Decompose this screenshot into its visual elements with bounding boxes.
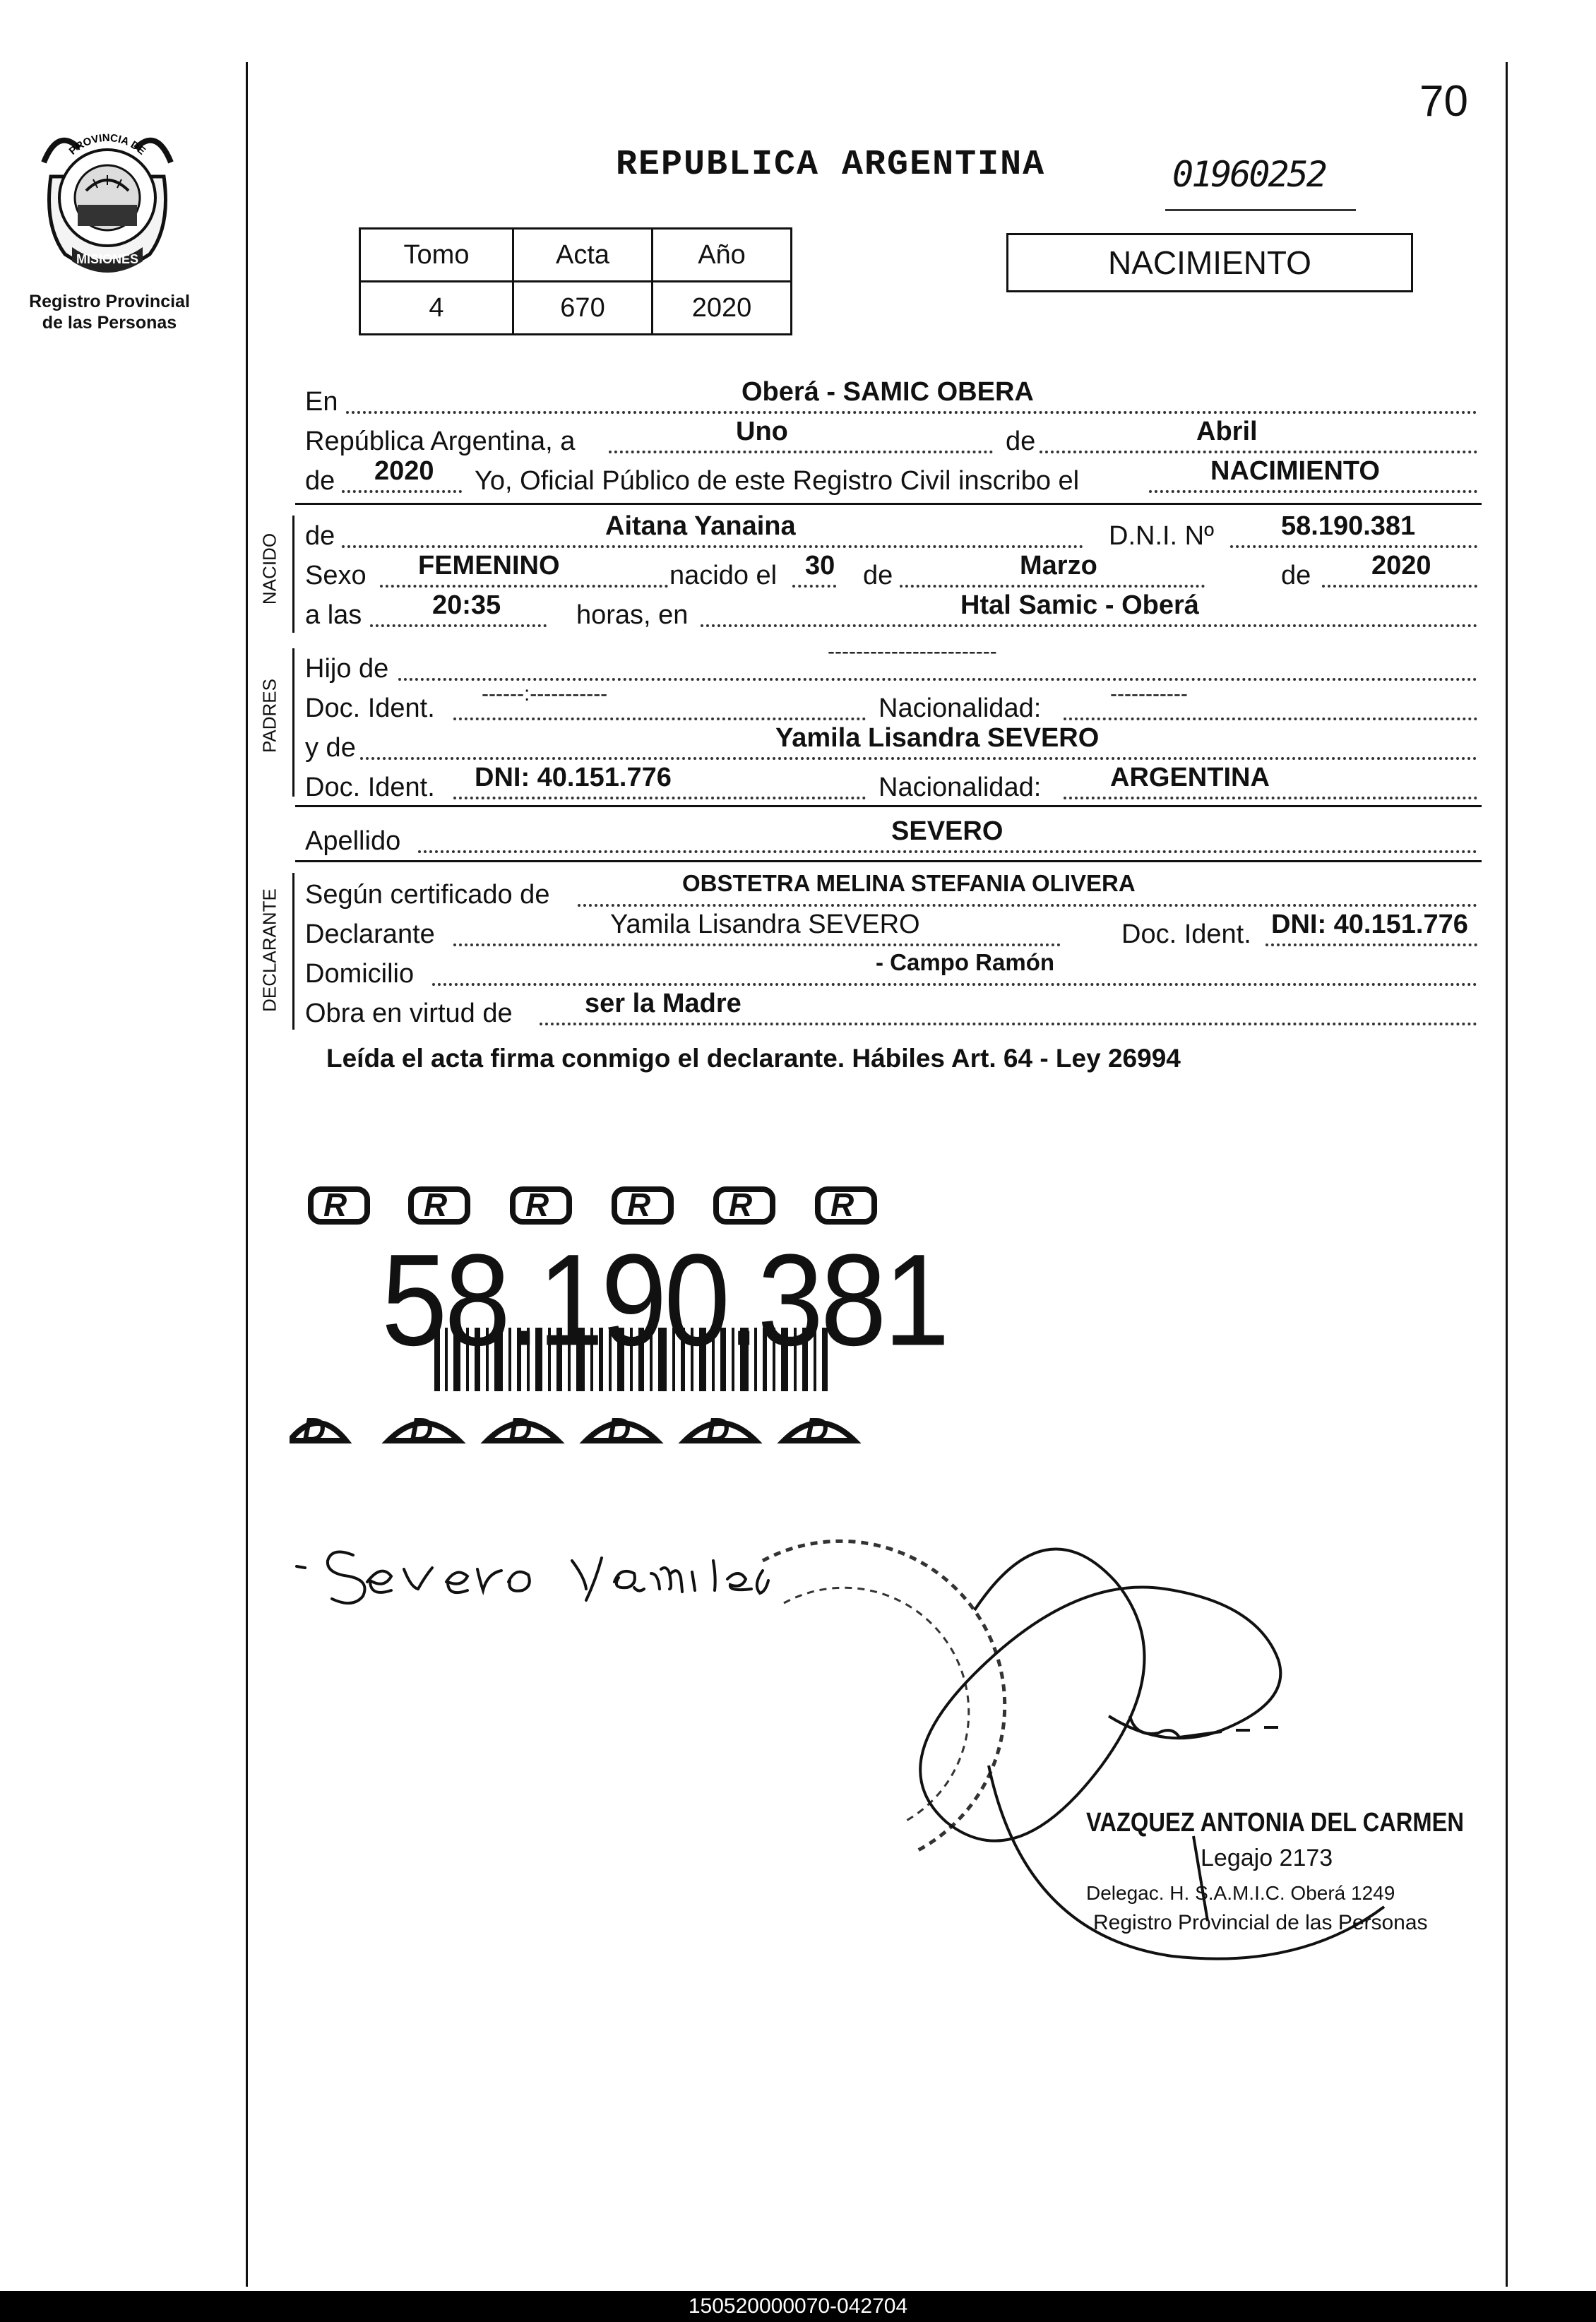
birth-time-value: 20:35 bbox=[432, 590, 501, 620]
en-label: En bbox=[305, 387, 338, 417]
alas-label: a las bbox=[305, 600, 362, 630]
seal-caption-line2: de las Personas bbox=[42, 313, 177, 333]
official-stamp bbox=[763, 1541, 1005, 1850]
d-glyph: D bbox=[302, 1411, 326, 1448]
obra-value: ser la Madre bbox=[585, 989, 742, 1018]
y-de-label: y de bbox=[305, 733, 356, 763]
birth-month-value: Marzo bbox=[1020, 551, 1097, 580]
handwritten-name bbox=[297, 1552, 768, 1604]
birth-day-value: 30 bbox=[805, 551, 835, 580]
sexo-label: Sexo bbox=[305, 561, 367, 590]
nacido-el-label: nacido el bbox=[669, 561, 778, 590]
nacionalidad-label-2: Nacionalidad: bbox=[879, 773, 1042, 802]
obra-label: Obra en virtud de bbox=[305, 999, 513, 1028]
d-glyph: D bbox=[706, 1411, 730, 1448]
tomo-value: 4 bbox=[360, 282, 513, 335]
official-text: Yo, Oficial Público de este Registro Civil inscribo el bbox=[475, 466, 1080, 496]
acta-value: 670 bbox=[513, 282, 653, 335]
hijo-label: Hijo de bbox=[305, 654, 389, 684]
anio-header: Año bbox=[653, 229, 792, 282]
horas-label: horas, en bbox=[576, 600, 689, 630]
dni-label: D.N.I. Nº bbox=[1109, 521, 1214, 551]
d-glyph: D bbox=[607, 1411, 631, 1448]
serial-number: 01960252 bbox=[1172, 154, 1326, 195]
doc-label-2: Doc. Ident. bbox=[305, 773, 435, 802]
apellido-value: SEVERO bbox=[891, 816, 1004, 846]
officer-name: VAZQUEZ ANTONIA DEL CARMEN bbox=[1086, 1808, 1465, 1838]
d-glyph: D bbox=[410, 1411, 434, 1448]
scan-id-bar: 150520000070-042704 bbox=[0, 2291, 1596, 2322]
child-dni-value: 58.190.381 bbox=[1281, 511, 1416, 541]
sexo-value: FEMENINO bbox=[418, 551, 560, 580]
svg-text:PROVINCIA DE: PROVINCIA DE bbox=[66, 131, 148, 157]
father-nat-value: ----------- bbox=[1110, 682, 1188, 705]
act-type-value: NACIMIENTO bbox=[1210, 456, 1380, 486]
nacido-de-label: de bbox=[305, 521, 335, 551]
father-value: ------------------------ bbox=[828, 640, 997, 663]
de2-label: de bbox=[305, 466, 335, 496]
declarante-label: Declarante bbox=[305, 919, 435, 949]
padres-section-label: PADRES bbox=[258, 679, 280, 753]
tomo-header: Tomo bbox=[360, 229, 513, 282]
de-label-2: de bbox=[863, 561, 893, 590]
declarante-section-label: DECLARANTE bbox=[258, 888, 280, 1012]
document-title: REPUBLICA ARGENTINA bbox=[616, 145, 1046, 185]
declarante-doc-value: DNI: 40.151.776 bbox=[1271, 910, 1468, 939]
birth-place-value: Htal Samic - Oberá bbox=[960, 590, 1199, 620]
cert-value: OBSTETRA MELINA STEFANIA OLIVERA bbox=[682, 870, 1136, 896]
republica-label: República Argentina, a bbox=[305, 427, 576, 456]
officer-delegation: Delegac. H. S.A.M.I.C. Oberá 1249 bbox=[1086, 1882, 1395, 1904]
nacido-section-label: NACIDO bbox=[258, 532, 280, 605]
father-doc-value: ------:----------- bbox=[482, 682, 608, 705]
mother-doc-value: DNI: 40.151.776 bbox=[475, 763, 672, 792]
r-glyph: R bbox=[729, 1186, 753, 1223]
day-value: Uno bbox=[736, 417, 788, 446]
barcode-number: 58.190.381 bbox=[381, 1227, 947, 1373]
officer-legajo: Legajo 2173 bbox=[1201, 1845, 1333, 1871]
footer-legal-text: Leída el acta firma conmigo el declarante. Hábiles Art. 64 - Ley 26994 bbox=[326, 1044, 1181, 1073]
r-glyph: R bbox=[525, 1186, 549, 1223]
acta-header: Acta bbox=[513, 229, 653, 282]
month-value: Abril bbox=[1196, 417, 1258, 446]
de-label: de bbox=[1006, 427, 1036, 456]
apellido-label: Apellido bbox=[305, 826, 401, 856]
d-glyph: D bbox=[508, 1411, 532, 1448]
place-value: Oberá - SAMIC OBERA bbox=[742, 377, 1034, 407]
r-glyph: R bbox=[424, 1186, 448, 1223]
doc-label: Doc. Ident. bbox=[305, 693, 435, 723]
domicilio-value: - Campo Ramón bbox=[876, 949, 1055, 975]
cert-label: Según certificado de bbox=[305, 880, 550, 910]
mother-nat-value: ARGENTINA bbox=[1110, 763, 1270, 792]
nacionalidad-label: Nacionalidad: bbox=[879, 693, 1042, 723]
de-label-3: de bbox=[1281, 561, 1311, 590]
mother-value: Yamila Lisandra SEVERO bbox=[775, 723, 1100, 753]
r-glyph: R bbox=[830, 1186, 854, 1223]
r-glyph: R bbox=[627, 1186, 651, 1223]
birth-year-value: 2020 bbox=[1371, 551, 1431, 580]
declarante-value: Yamila Lisandra SEVERO bbox=[610, 910, 920, 939]
year-value: 2020 bbox=[374, 456, 434, 486]
r-glyph: R bbox=[323, 1186, 347, 1223]
domicilio-label: Domicilio bbox=[305, 959, 415, 989]
page-number: 70 bbox=[1419, 77, 1468, 126]
document-type-box: NACIMIENTO bbox=[1006, 233, 1413, 292]
officer-registry: Registro Provincial de las Personas bbox=[1093, 1911, 1428, 1934]
child-name-value: Aitana Yanaina bbox=[605, 511, 796, 541]
d-glyph: D bbox=[805, 1411, 829, 1448]
doc-ident-label: Doc. Ident. bbox=[1121, 919, 1251, 949]
seal-caption-line1: Registro Provincial bbox=[29, 292, 190, 311]
anio-value: 2020 bbox=[653, 282, 792, 335]
svg-text:MISIONES: MISIONES bbox=[76, 252, 139, 266]
